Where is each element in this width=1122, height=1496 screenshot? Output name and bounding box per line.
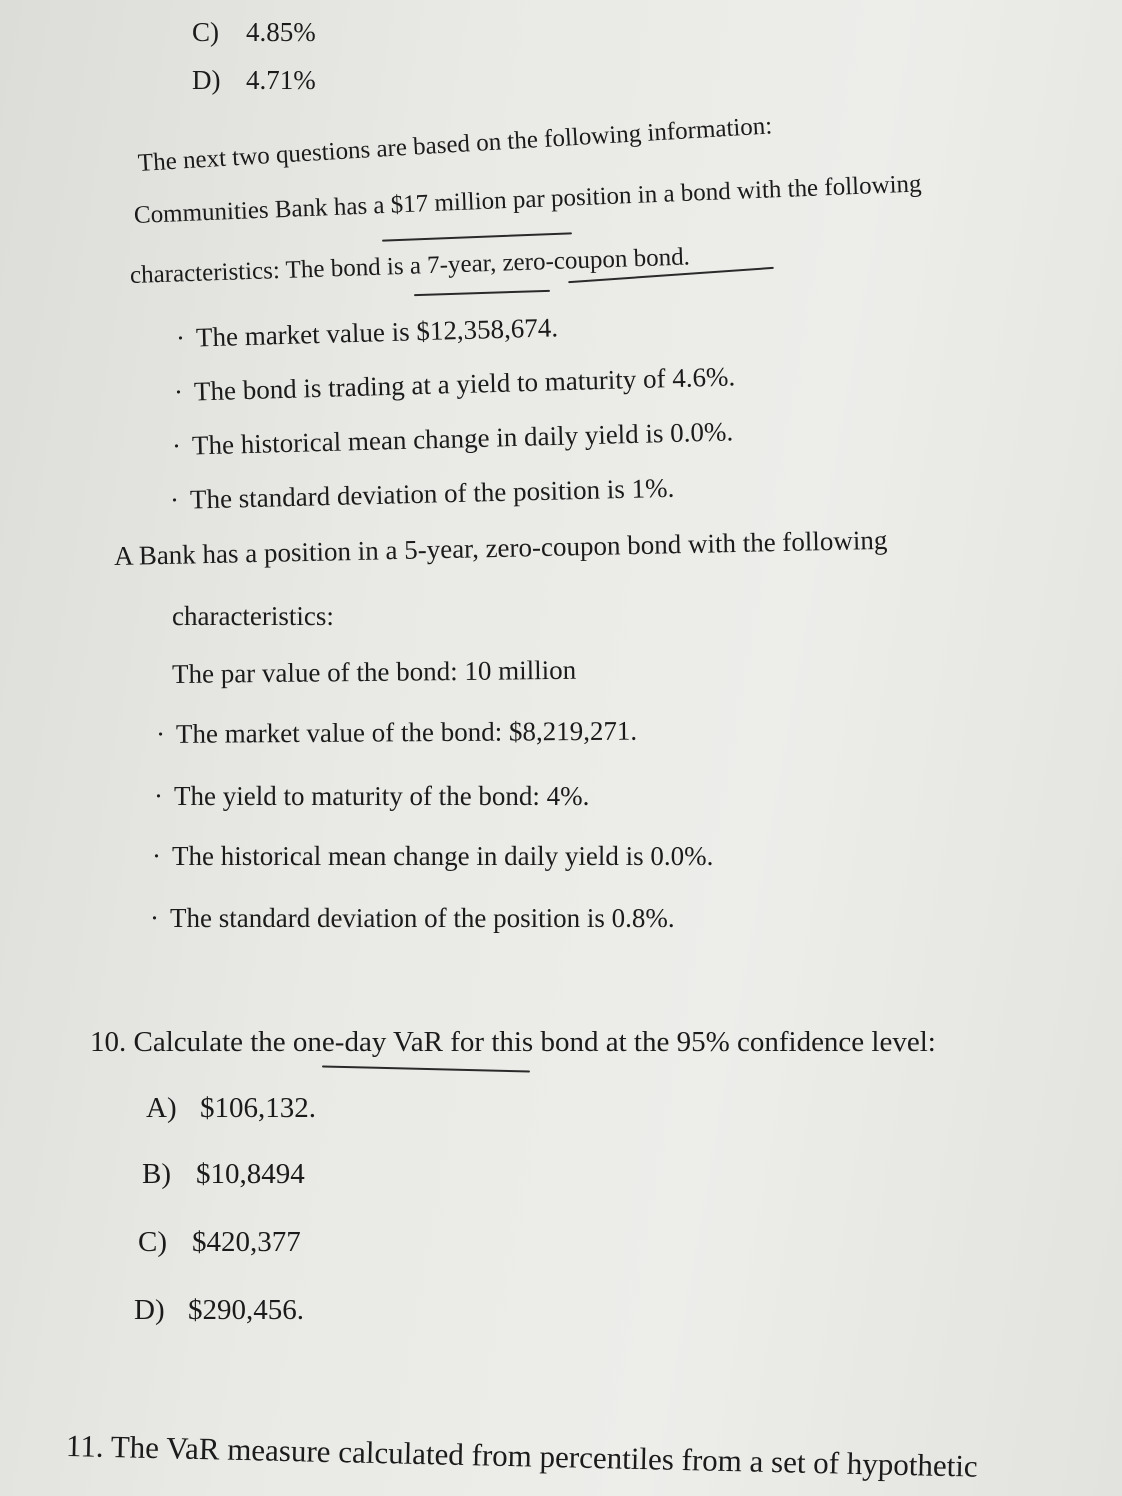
pen-underline <box>322 1065 530 1072</box>
question-number: 10. <box>90 1026 127 1058</box>
intro-line-1: The next two questions are based on the following information: <box>137 112 773 177</box>
q10-option-d: D) $290,456. <box>134 1294 304 1326</box>
question-text: The VaR measure calculated from percentiles from a set of hypothetic <box>110 1429 979 1484</box>
par-value-line: The par value of the bond: 10 million <box>171 654 577 689</box>
intro-line-3: characteristics: The bond is a 7-year, zero-coupon bond. <box>129 243 691 289</box>
bond1-bullet: · The standard deviation of the position is 1%. <box>169 472 675 515</box>
prev-option-d: D) 4.71% <box>192 65 316 95</box>
bond1-bullet: · The bond is trading at a yield to maturity of 4.6%. <box>173 361 736 407</box>
bond2-bullet: · The standard deviation of the position is 0.8%. <box>150 903 675 933</box>
q10-option-c: C) $420,377 <box>138 1226 301 1258</box>
q10-option-b: B) $10,8494 <box>142 1158 305 1190</box>
bond1-bullet: · The market value is $12,358,674. <box>175 312 559 353</box>
question-text: Calculate the one-day VaR for this bond at the 95% confidence level: <box>133 1026 936 1058</box>
question-11 <box>66 1430 978 1483</box>
q10-option-a: A) $106,132. <box>146 1092 316 1124</box>
bond2-bullet: · The market value of the bond: $8,219,271. <box>155 715 638 749</box>
intro-line-2: Communities Bank has a $17 million par position in a bond with the following <box>133 170 923 229</box>
pen-underline <box>414 290 550 296</box>
question-10 <box>90 1026 936 1058</box>
bond2-bullet: · The historical mean change in daily yield is 0.0%. <box>152 841 714 871</box>
bond2-bullet: · The yield to maturity of the bond: 4%. <box>154 781 590 811</box>
question-number: 11. <box>65 1428 105 1464</box>
bank-intro-line-1: A Bank has a position in a 5-year, zero-coupon bond with the following <box>113 524 888 571</box>
pen-underline <box>382 232 572 241</box>
prev-option-c: C) 4.85% <box>192 17 316 47</box>
bond1-bullet: · The historical mean change in daily yield is 0.0%. <box>171 416 734 461</box>
bank-intro-line-2: characteristics: <box>172 601 334 631</box>
